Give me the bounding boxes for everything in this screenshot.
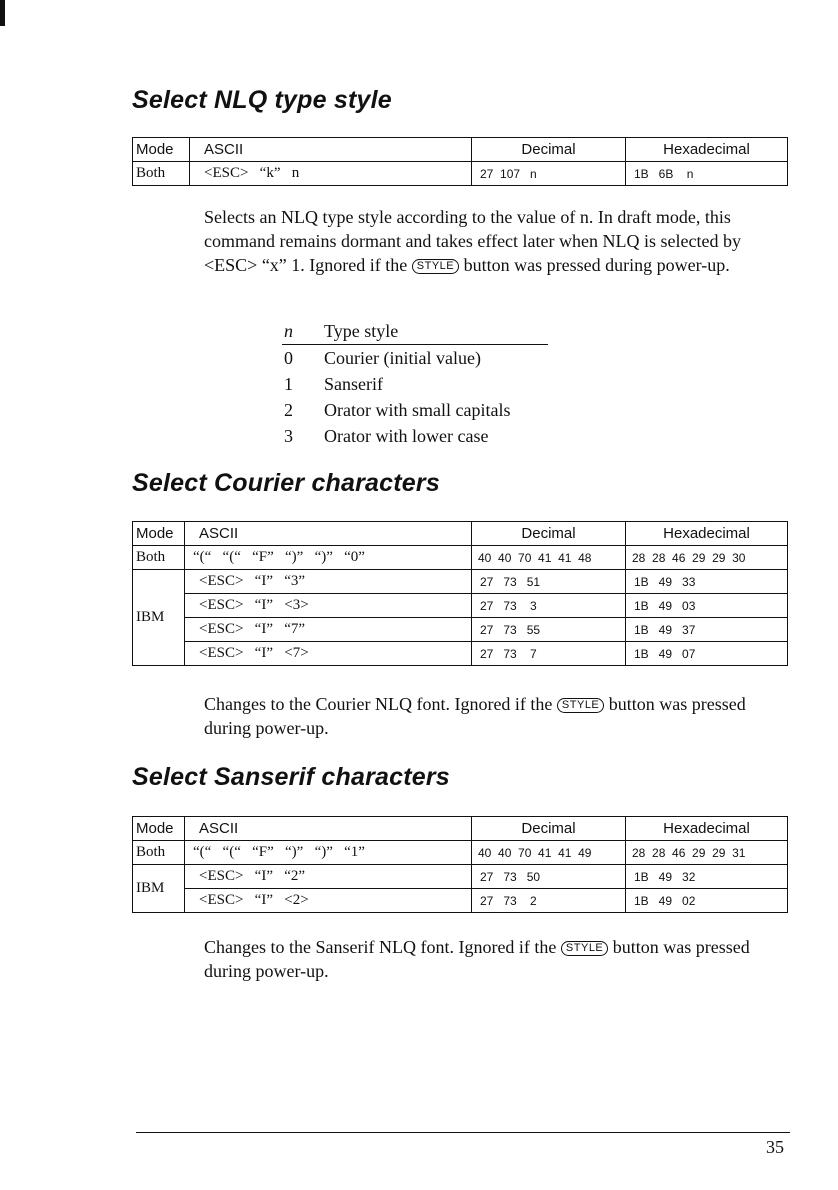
style-key-icon: STYLE bbox=[412, 259, 459, 274]
hex-cell: 1B 49 07 bbox=[626, 642, 788, 666]
type-style-label: Orator with lower case bbox=[324, 425, 489, 446]
section-title-courier: Select Courier characters bbox=[132, 469, 440, 497]
ascii-cell: <ESC> “I” “2” bbox=[185, 865, 472, 889]
col-header-decimal: Decimal bbox=[472, 138, 626, 162]
hex-cell: 1B 49 33 bbox=[626, 570, 788, 594]
type-style-table bbox=[282, 318, 548, 449]
mode-cell: Both bbox=[133, 162, 190, 186]
col-header-mode: Mode bbox=[133, 522, 185, 546]
col-header-hex: Hexadecimal bbox=[626, 522, 788, 546]
mode-cell: Both bbox=[133, 841, 185, 865]
description-sanserif: Changes to the Sanserif NLQ font. Ignored if the STYLE button was pressed during power-up. bbox=[204, 937, 750, 981]
type-style-n: 2 bbox=[284, 399, 293, 420]
decimal-cell: 40 40 70 41 41 48 bbox=[472, 546, 626, 570]
type-style-n: 0 bbox=[284, 347, 293, 368]
type-style-n: 3 bbox=[284, 425, 293, 446]
col-header-mode: Mode bbox=[133, 138, 190, 162]
col-header-ascii: ASCII bbox=[185, 522, 472, 546]
ascii-cell: <ESC> “I” “3” bbox=[185, 570, 472, 594]
ascii-cell: “(“ “(“ “F” “)” “)” “1” bbox=[185, 841, 472, 865]
hex-cell: 1B 6B n bbox=[626, 162, 788, 186]
footer-rule bbox=[136, 1132, 790, 1133]
col-header-hex: Hexadecimal bbox=[626, 817, 788, 841]
command-table-courier bbox=[132, 521, 788, 666]
decimal-cell: 40 40 70 41 41 49 bbox=[472, 841, 626, 865]
decimal-cell: 27 73 7 bbox=[472, 642, 626, 666]
decimal-cell: 27 73 2 bbox=[472, 889, 626, 913]
command-table-sanserif bbox=[132, 816, 788, 913]
type-style-label: Courier (initial value) bbox=[324, 347, 481, 368]
col-header-decimal: Decimal bbox=[472, 522, 626, 546]
type-style-label: Orator with small capitals bbox=[324, 399, 511, 420]
col-header-hex: Hexadecimal bbox=[626, 138, 788, 162]
col-header-ascii: ASCII bbox=[185, 817, 472, 841]
col-header-decimal: Decimal bbox=[472, 817, 626, 841]
type-style-header-n: n bbox=[284, 320, 293, 341]
col-header-mode: Mode bbox=[133, 817, 185, 841]
ascii-cell: <ESC> “I” <2> bbox=[185, 889, 472, 913]
hex-cell: 28 28 46 29 29 31 bbox=[626, 841, 788, 865]
style-key-icon: STYLE bbox=[561, 941, 608, 956]
hex-cell: 1B 49 32 bbox=[626, 865, 788, 889]
decimal-cell: 27 73 50 bbox=[472, 865, 626, 889]
section-title-sanserif: Select Sanserif characters bbox=[132, 763, 450, 791]
mode-cell-ibm: IBM bbox=[133, 865, 185, 913]
col-header-ascii: ASCII bbox=[190, 138, 472, 162]
decimal-cell: 27 73 55 bbox=[472, 618, 626, 642]
type-style-n: 1 bbox=[284, 373, 293, 394]
command-table-nlq-type-style bbox=[132, 137, 788, 186]
ascii-cell: “(“ “(“ “F” “)” “)” “0” bbox=[185, 546, 472, 570]
decimal-cell: 27 73 51 bbox=[472, 570, 626, 594]
mode-cell-ibm: IBM bbox=[133, 570, 185, 666]
page-edge-mark bbox=[0, 0, 5, 26]
decimal-cell: 27 107 n bbox=[472, 162, 626, 186]
hex-cell: 1B 49 03 bbox=[626, 594, 788, 618]
type-style-label: Sanserif bbox=[324, 373, 383, 394]
mode-cell: Both bbox=[133, 546, 185, 570]
description-courier: Changes to the Courier NLQ font. Ignored if the STYLE button was pressed during power-up. bbox=[204, 694, 746, 738]
style-key-icon: STYLE bbox=[557, 698, 604, 713]
ascii-cell: <ESC> “I” <3> bbox=[185, 594, 472, 618]
type-style-header-label: Type style bbox=[324, 320, 399, 341]
description-nlq-type-style: Selects an NLQ type style according to the value of n. In draft mode, this command remains dormant and takes effect later when NLQ is selected by <ESC> “x” 1. Ignored if the STYLE button was pressed during power-up. bbox=[204, 207, 741, 275]
hex-cell: 1B 49 37 bbox=[626, 618, 788, 642]
ascii-cell: <ESC> “k” n bbox=[190, 162, 472, 186]
hex-cell: 1B 49 02 bbox=[626, 889, 788, 913]
ascii-cell: <ESC> “I” <7> bbox=[185, 642, 472, 666]
page-number: 35 bbox=[766, 1137, 784, 1157]
hex-cell: 28 28 46 29 29 30 bbox=[626, 546, 788, 570]
decimal-cell: 27 73 3 bbox=[472, 594, 626, 618]
ascii-cell: <ESC> “I” “7” bbox=[185, 618, 472, 642]
section-title-nlq-type-style: Select NLQ type style bbox=[132, 86, 392, 114]
